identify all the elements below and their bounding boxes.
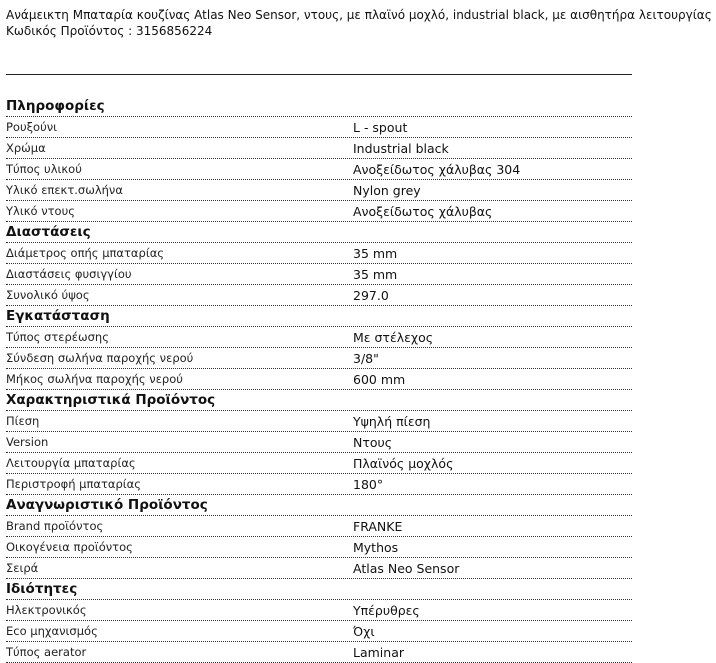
spec-label: Version [6,435,49,449]
spec-value: Industrial black [353,141,449,156]
spec-value: Ανοξείδωτος χάλυβας 304 [353,162,521,177]
spec-value: Υψηλή πίεση [353,414,431,429]
spec-row [6,475,632,495]
spec-label: Ηλεκτρονικός [6,603,87,617]
spec-label: Υλικό ντους [6,204,75,218]
spec-row [6,643,632,663]
spec-value: Atlas Neo Sensor [353,561,460,576]
spec-row [6,139,632,159]
spec-label: Διαστάσεις φυσιγγίου [6,267,132,281]
spec-row [6,559,632,579]
spec-value: Πλαϊνός μοχλός [353,456,454,471]
section-heading: Αναγνωριστικό Προϊόντος [6,496,632,516]
document-header [6,7,712,39]
spec-value: Nylon grey [353,183,421,198]
specification-table [6,96,632,663]
spec-label: Σύνδεση σωλήνα παροχής νερού [6,351,194,365]
spec-label: Περιστροφή μπαταρίας [6,477,141,491]
spec-value: Mythos [353,540,399,555]
spec-row [6,370,632,390]
spec-label: Υλικό επεκτ.σωλήνα [6,183,123,197]
spec-value: 35 mm [353,246,398,261]
spec-row [6,202,632,222]
spec-row [6,118,632,138]
spec-label: Διάμετρος οπής μπαταρίας [6,246,165,260]
spec-label: Λειτουργία μπαταρίας [6,456,136,470]
spec-row [6,601,632,621]
spec-label: Brand προϊόντος [6,519,104,533]
spec-value: Υπέρυθρες [353,603,420,618]
spec-row [6,349,632,369]
spec-value: 35 mm [353,267,398,282]
spec-row [6,412,632,432]
product-code: Κωδικός Προϊόντος : 3156856224 [6,24,213,38]
spec-value: Ανοξείδωτος χάλυβας [353,204,493,219]
spec-value: Με στέλεχος [353,330,434,345]
spec-label: Συνολικό ύψος [6,288,90,302]
section-heading: Διαστάσεις [6,223,632,243]
spec-row [6,517,632,537]
section-heading: Πληροφορίες [6,97,632,117]
spec-value: 180° [353,477,384,492]
spec-label: Τύπος στερέωσης [6,330,109,344]
header-divider [6,74,632,75]
spec-label: Σειρά [6,561,39,575]
spec-row [6,454,632,474]
spec-row [6,286,632,306]
spec-value: Laminar [353,645,404,660]
spec-value: 297.0 [353,288,389,303]
spec-row [6,181,632,201]
spec-label: Χρώμα [6,141,46,155]
section-heading: Εγκατάσταση [6,307,632,327]
spec-value: FRANKE [353,519,403,534]
spec-label: Οικογένεια προϊόντος [6,540,133,554]
spec-value: 3/8" [353,351,379,366]
spec-label: Μήκος σωλήνα παροχής νερού [6,372,183,386]
spec-row [6,244,632,264]
spec-label: Πίεση [6,414,40,428]
section-heading: Χαρακτηριστικά Προϊόντος [6,391,632,411]
spec-value: 600 mm [353,372,406,387]
section-heading: Ιδιότητες [6,580,632,600]
spec-label: Τύπος υλικού [6,162,82,176]
spec-row [6,622,632,642]
spec-label: Τύπος aerator [6,645,87,659]
spec-value: Ντους [353,435,393,450]
spec-row [6,160,632,180]
spec-value: L - spout [353,120,408,135]
spec-row [6,538,632,558]
spec-row [6,328,632,348]
product-title: Ανάμεικτη Μπαταρία κουζίνας Atlas Neo Sensor, ντους, με πλαϊνό μοχλό, industrial black, με αισθητήρα λειτουργίας [6,8,712,22]
spec-label: Eco μηχανισμός [6,624,98,638]
spec-label: Ρουξούνι [6,120,58,134]
spec-row [6,433,632,453]
spec-row [6,265,632,285]
spec-value: Όχι [353,624,375,639]
